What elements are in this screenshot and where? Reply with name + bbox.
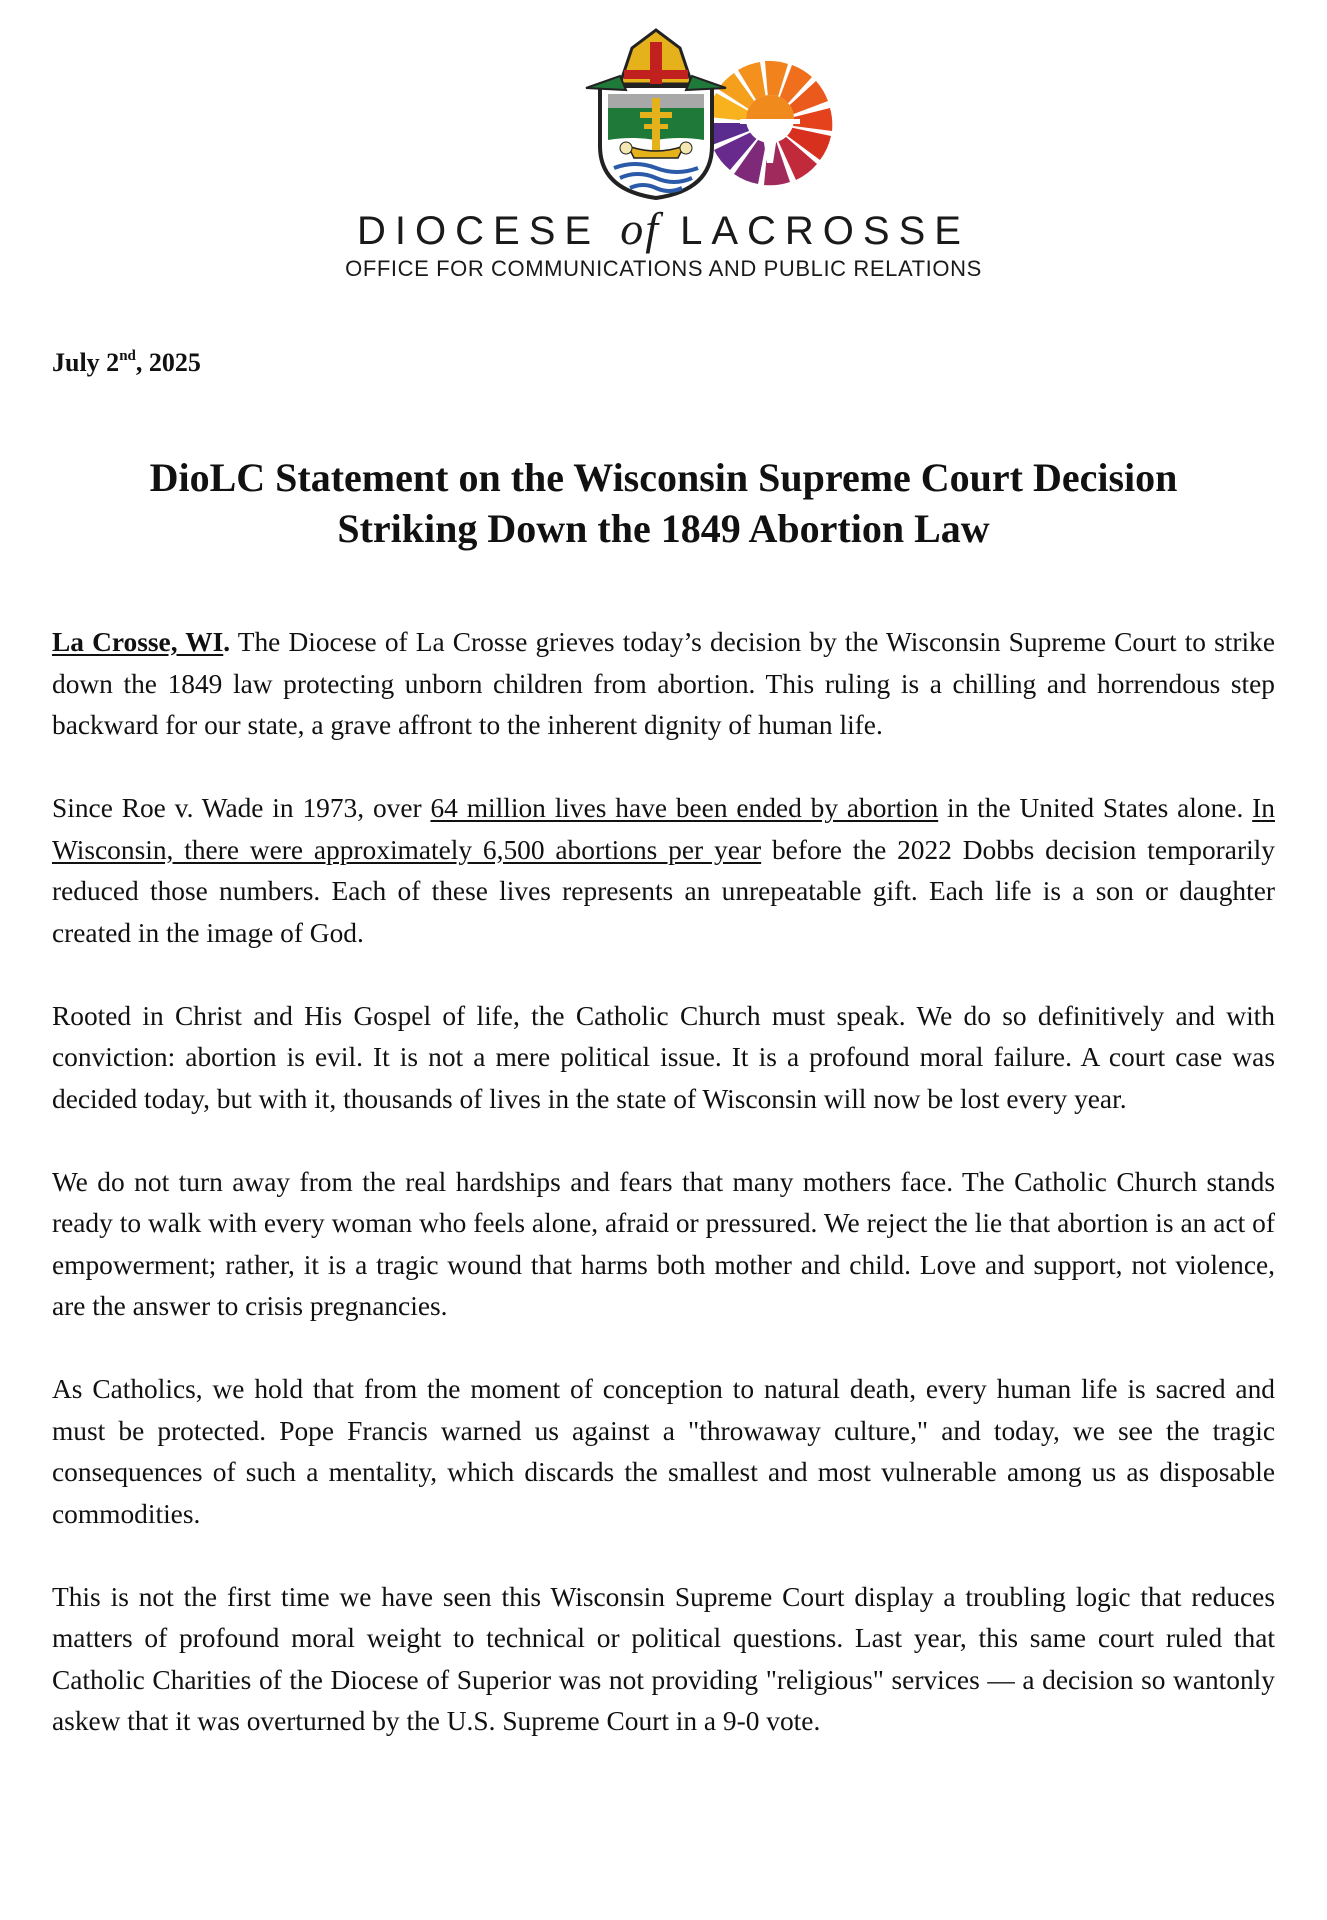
statement-body: [52, 622, 1275, 1784]
abortion-statistics-link[interactable]: 64 million lives have been ended by abortion: [430, 793, 939, 823]
diocese-logo: [580, 28, 850, 203]
dateline-place: La Crosse, WI: [52, 627, 224, 657]
paragraph-6: This is not the first time we have seen this Wisconsin Supreme Court display a troubling logic that reduces matters of profound moral weight to technical or political questions. Last year, this same court ruled that Catholic Charities of the Diocese of Superior was not providing "religious" services — a decision so wantonly askew that it was overturned by the U.S. Supreme Court in a 9-0 vote.: [52, 1581, 1275, 1736]
office-name: OFFICE FOR COMMUNICATIONS AND PUBLIC RELATIONS: [345, 256, 982, 281]
coat-of-arms-icon: [600, 86, 712, 198]
paragraph-4: We do not turn away from the real hardships and fears that many mothers face. The Catholic Church stands ready to walk with every woman who feels alone, afraid or pressured. We reject the lie that abortion is an act of empowerment; rather, it is a tragic wound that harms both mother and child. Love and support, not violence, are the answer to crisis pregnancies.: [52, 1166, 1275, 1321]
title-line-1: DioLC Statement on the Wisconsin Supreme Court Decision: [149, 455, 1178, 500]
statement-title: [40, 452, 1287, 554]
release-date: July 2nd, 2025: [52, 348, 201, 377]
paragraph-2: Since Roe v. Wade in 1973, over 64 million lives have been ended by abortion in the United States alone. In Wisconsin, there were approximately 6,500 abortions per year before the 2022 Dobbs decision temporarily reduced those numbers. Each of these lives represents an unrepeatable gift. Each life is a son or daughter created in the image of God.: [52, 793, 1275, 948]
mitre-icon: [586, 30, 726, 90]
paragraph-5: As Catholics, we hold that from the moment of conception to natural death, every human life is sacred and must be protected. Pope Francis warned us against a "throwaway culture," and today, we see the tragic consequences of such a mentality, which discards the smallest and most vulnerable among us as disposable commodities.: [52, 1374, 1275, 1529]
paragraph-1: La Crosse, WI. The Diocese of La Crosse grieves today’s decision by the Wisconsin Supreme Court to strike down the 1849 law protecting unborn children from abortion. This ruling is a chilling and horrendous step backward for our state, a grave affront to the inherent dignity of human life.: [52, 627, 1275, 740]
paragraph-3: Rooted in Christ and His Gospel of life, the Catholic Church must speak. We do so definitively and with conviction: abortion is evil. It is not a mere political issue. It is a profound moral failure. A court case was decided today, but with it, thousands of lives in the state of Wisconsin will now be lost every year.: [52, 1000, 1275, 1114]
sun-emblem-icon: [708, 61, 832, 185]
organization-name: DIOCESE of LACROSSE: [357, 203, 970, 254]
title-line-2: Striking Down the 1849 Abortion Law: [337, 506, 990, 551]
wisconsin-statistics-link[interactable]: In Wisconsin, there were approximately 6,500 abortions per year: [52, 793, 1275, 865]
